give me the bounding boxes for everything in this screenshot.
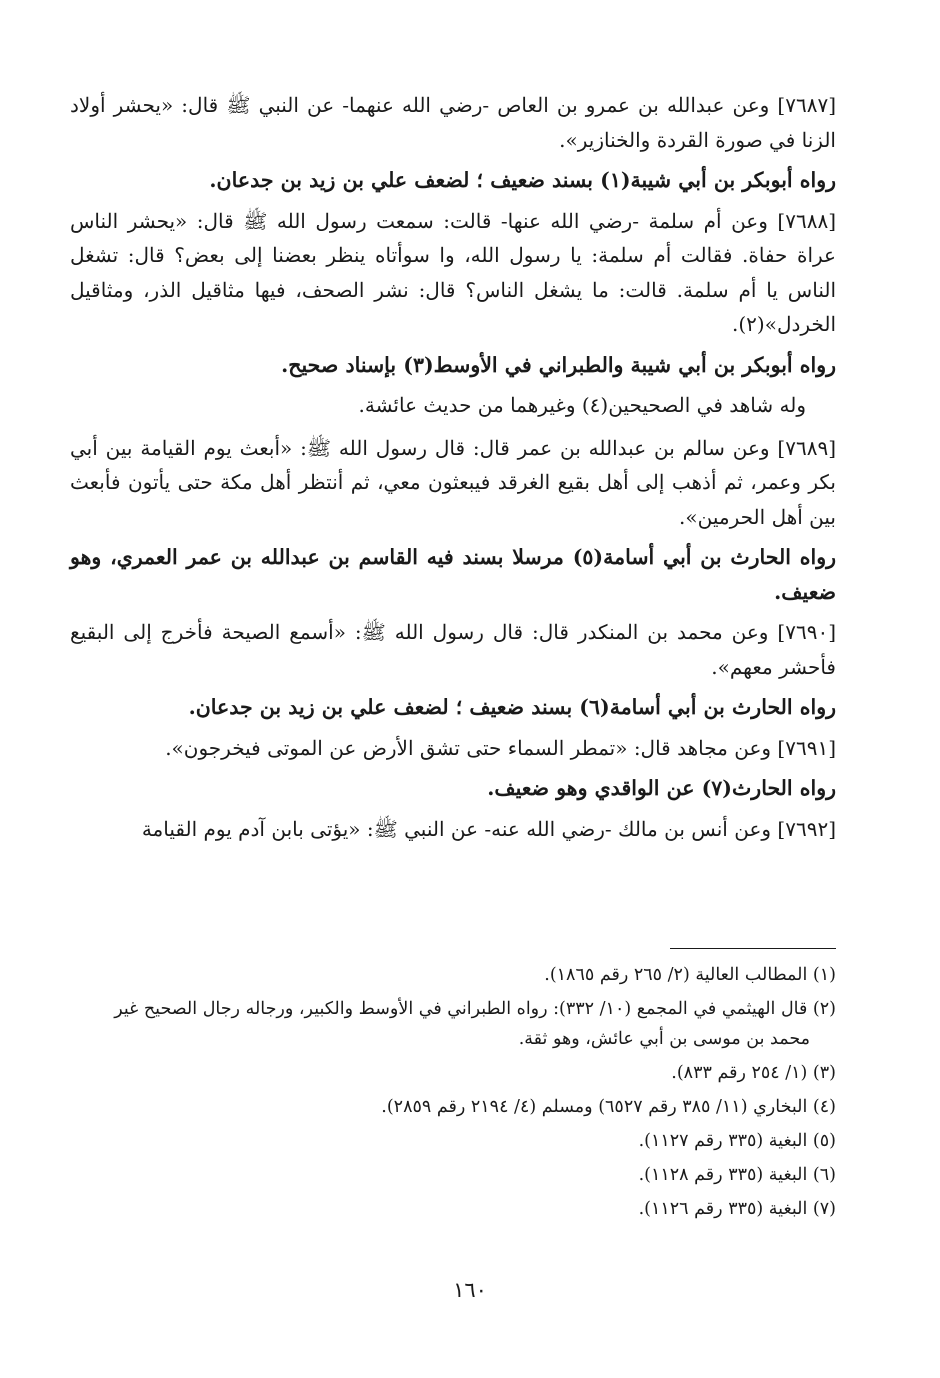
hadith-number: [٧٦٩١] — [777, 735, 836, 760]
footnote-6: (٦) البغية (٣٣٥ رقم ١١٢٨). — [638, 1165, 836, 1185]
footnote-7: (٧) البغية (٣٣٥ رقم ١١٢٦). — [638, 1199, 836, 1219]
hadith-text: وعن أنس بن مالك -رضي الله عنه- عن النبي ﷺ: «يؤتى بابن آدم يوم القيامة — [141, 816, 772, 841]
takhrij-7688: رواه أبوبكر بن أبي شيبة والطبراني في الأوسط(٣) بإسناد صحيح. — [281, 352, 836, 377]
hadith-text: وعن أم سلمة -رضي الله عنها- قالت: سمعت رسول الله ﷺ قال: «يحشر الناس عراة حفاة. فقالت أم سلمة: يا رسول الله، وا سوأتاه ينظر بعضنا إلى بعض؟ قال: تشغل الناس يا أم سلمة. قالت: ما يشغل الناس؟ قال: نشر الصحف، فيها مثاقيل الذر، ومثاقيل الخردل»(٢). — [70, 208, 836, 336]
footnote-1: (١) المطالب العالية (٢/ ٢٦٥ رقم ١٨٦٥). — [544, 965, 836, 985]
hadith-7691 — [70, 731, 836, 766]
takhrij-7687: رواه أبوبكر بن أبي شيبة(١) بسند ضعيف ؛ لضعف علي بن زيد بن جدعان. — [209, 168, 836, 192]
hadith-number: [٧٦٩٢] — [777, 816, 836, 841]
footnote-2 — [70, 994, 836, 1054]
takhrij-7689: رواه الحارث بن أبي أسامة(٥) مرسلا بسند فيه القاسم بن عبدالله بن عمر العمري، وهو ضعيف. — [70, 545, 836, 604]
footnotes — [70, 960, 836, 1228]
hadith-number: [٧٦٨٨] — [777, 208, 837, 233]
hadith-number: [٧٦٨٩] — [777, 435, 837, 460]
hadith-text: وعن محمد بن المنكدر قال: قال رسول الله ﷺ: «أسمع الصيحة فأخرج إلى البقيع فأحشر معهم». — [70, 620, 836, 679]
hadith-number: [٧٦٩٠] — [777, 620, 837, 644]
footnote-divider — [670, 948, 836, 949]
footnote-continuation: محمد بن موسى بن أبي عائش، وهو ثقة. — [518, 1029, 810, 1049]
hadith-text: وعن عبدالله بن عمرو بن العاص -رضي الله عنهما- عن النبي ﷺ قال: «يحشر أولاد الزنا في صورة القردة والخنازير». — [70, 93, 836, 152]
footnote-3: (٣) (١/ ٢٥٤ رقم ٨٣٣). — [671, 1063, 836, 1083]
footnote-5: (٥) البغية (٣٣٥ رقم ١١٢٧). — [638, 1131, 836, 1151]
hadith-text: وعن مجاهد قال: «تمطر السماء حتى تشق الأرض عن الموتى فيخرجون». — [165, 735, 772, 760]
page-number: ١٦٠ — [453, 1278, 487, 1302]
hadith-7689 — [70, 431, 836, 535]
hadith-text: وعن سالم بن عبدالله بن عمر قال: قال رسول الله ﷺ: «أبعث يوم القيامة بين أبي بكر وعمر، ثم أذهب إلى أهل بقيع الغرقد فيبعثون معي، ثم أنتظر أهل مكة حتى يأتون فأبعث بين أهل الحرمين». — [70, 435, 836, 529]
main-text — [70, 88, 836, 852]
hadith-7687 — [70, 88, 836, 157]
hadith-7688 — [70, 204, 836, 342]
footnote-text: (٢) قال الهيثمي في المجمع (١٠/ ٣٣٢): رواه الطبراني في الأوسط والكبير، ورجاله رجال الصحيح غير — [114, 999, 836, 1019]
footnote-4: (٤) البخاري (١١/ ٣٨٥ رقم ٦٥٢٧) ومسلم (٤/ ٢١٩٤ رقم ٢٨٥٩). — [381, 1097, 836, 1117]
hadith-7690 — [70, 615, 836, 684]
shahid-note: وله شاهد في الصحيحين(٤) وغيرهما من حديث عائشة. — [358, 393, 806, 417]
takhrij-7691: رواه الحارث(٧) عن الواقدي وهو ضعيف. — [487, 776, 836, 800]
hadith-number: [٧٦٨٧] — [777, 93, 836, 117]
hadith-7692 — [70, 812, 836, 847]
takhrij-7690: رواه الحارث بن أبي أسامة(٦) بسند ضعيف ؛ لضعف علي بن زيد بن جدعان. — [188, 695, 836, 719]
